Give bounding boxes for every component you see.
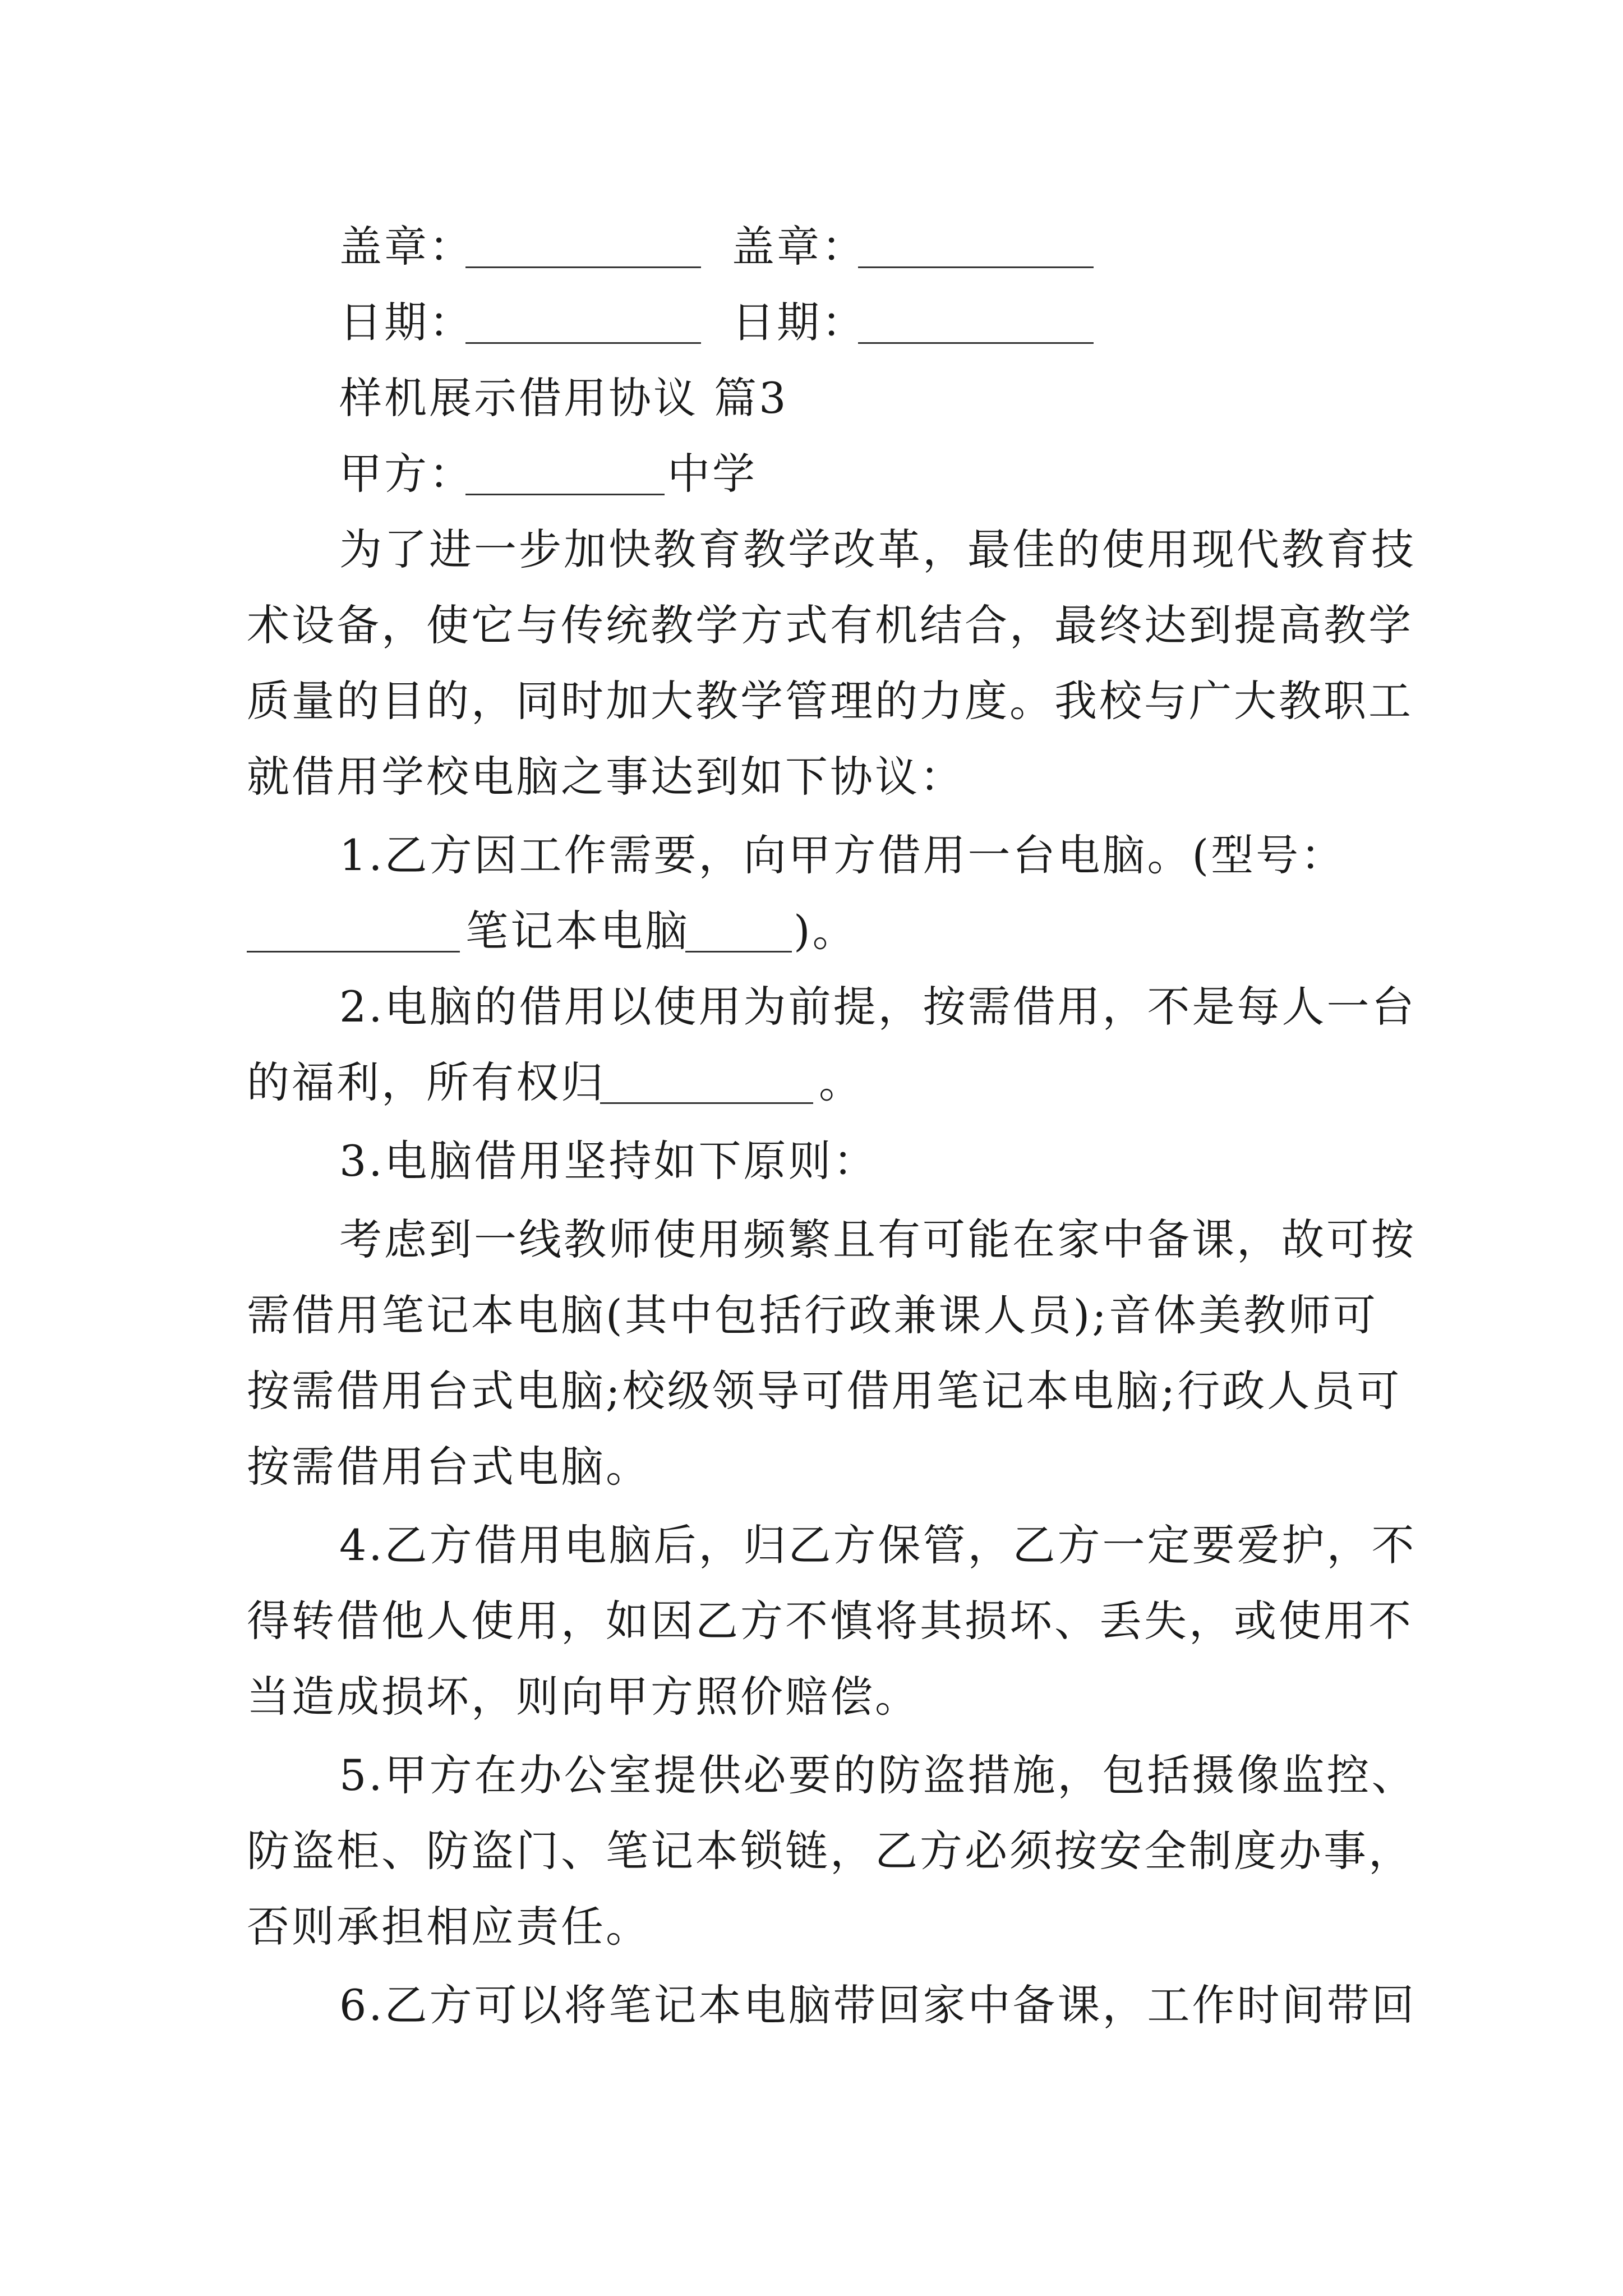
clause-5-text-1: 5.甲方在办公室提供必要的防盗措施，包括摄像监控、	[339, 1750, 1417, 1800]
clause-3-line-1	[0, 1122, 1623, 1200]
model-blank-end	[685, 950, 792, 953]
intro-line-3	[0, 662, 1623, 740]
principle-text-2: 需借用笔记本电脑(其中包括行政兼课人员);音体美教师可	[247, 1290, 1378, 1340]
intro-text-2: 术设备，使它与传统教学方式有机结合，最终达到提高教学	[247, 600, 1413, 650]
clause-4-line-2	[0, 1582, 1623, 1660]
clause-4-text-3: 当造成损坏，则向甲方照价赔偿。	[247, 1672, 920, 1722]
clause-1-line-2	[0, 892, 1623, 970]
clause-5-text-2: 防盗柜、防盗门、笔记本锁链，乙方必须按安全制度办事，	[247, 1826, 1413, 1876]
stamp-row	[0, 208, 1623, 286]
party-a-suffix: 中学	[667, 449, 757, 499]
clause-2-line-2	[0, 1043, 1623, 1122]
clause-4-line-1	[0, 1506, 1623, 1585]
clause-2-text-1: 2.电脑的借用以使用为前提，按需借用，不是每人一台	[339, 982, 1417, 1032]
clause-1-text-1: 1.乙方因工作需要，向甲方借用一台电脑。(型号：	[339, 830, 1346, 880]
clause-2-text-2: 的福利，所有权归	[247, 1057, 606, 1107]
clause-2-line-1	[0, 968, 1623, 1046]
intro-text-4: 就借用学校电脑之事达到如下协议：	[247, 752, 965, 802]
stamp-blank-left	[465, 266, 701, 268]
clause-4-text-2: 得转借他人使用，如因乙方不慎将其损坏、丢失，或使用不	[247, 1596, 1413, 1646]
date-label-right: 日期：	[732, 297, 866, 347]
date-row	[0, 283, 1623, 362]
principle-line-3	[0, 1352, 1623, 1430]
date-label-left: 日期：	[339, 297, 474, 347]
clause-1-line-1	[0, 816, 1623, 895]
intro-line-2	[0, 586, 1623, 665]
clause-5-text-3: 否则承担相应责任。	[247, 1902, 651, 1952]
intro-text-1: 为了进一步加快教育教学改革，最佳的使用现代教育技	[339, 524, 1416, 574]
clause-5-line-1	[0, 1736, 1623, 1815]
principle-line-4	[0, 1428, 1623, 1506]
ownership-blank	[600, 1102, 813, 1104]
stamp-blank-right	[858, 266, 1094, 268]
section-title-text: 样机展示借用协议 篇3	[339, 373, 789, 423]
principle-text-3: 按需借用台式电脑;校级领导可借用笔记本电脑;行政人员可	[247, 1366, 1402, 1416]
principle-text-4: 按需借用台式电脑。	[247, 1442, 651, 1492]
section-title	[0, 359, 1623, 438]
principle-line-2	[0, 1276, 1623, 1355]
party-a-row	[0, 435, 1623, 513]
principle-line-1	[0, 1200, 1623, 1279]
clause-6-line-1	[0, 1966, 1623, 2045]
clause-5-line-3	[0, 1888, 1623, 1966]
clause-4-line-3	[0, 1658, 1623, 1736]
model-blank-start	[247, 950, 460, 953]
clause-3-text-1: 3.电脑借用坚持如下原则：	[339, 1136, 878, 1186]
date-blank-right	[858, 342, 1094, 344]
stamp-label-left: 盖章：	[339, 222, 474, 272]
intro-line-1	[0, 510, 1623, 589]
clause-5-line-2	[0, 1812, 1623, 1890]
clause-2-end-text: 。	[819, 1057, 864, 1107]
clause-1-end-text: )。	[794, 906, 857, 956]
intro-text-3: 质量的目的，同时加大教学管理的力度。我校与广大教职工	[247, 676, 1413, 726]
date-blank-left	[465, 342, 701, 344]
principle-text-1: 考虑到一线教师使用频繁且有可能在家中备课，故可按	[339, 1214, 1416, 1264]
clause-6-text-1: 6.乙方可以将笔记本电脑带回家中备课，工作时间带回	[339, 1980, 1417, 2030]
clause-1-model-text: 笔记本电脑	[465, 906, 690, 956]
intro-line-4	[0, 738, 1623, 816]
clause-4-text-1: 4.乙方借用电脑后，归乙方保管，乙方一定要爱护，不	[339, 1520, 1417, 1570]
stamp-label-right: 盖章：	[732, 222, 866, 272]
party-a-blank	[465, 493, 665, 495]
party-a-label: 甲方：	[339, 449, 474, 499]
